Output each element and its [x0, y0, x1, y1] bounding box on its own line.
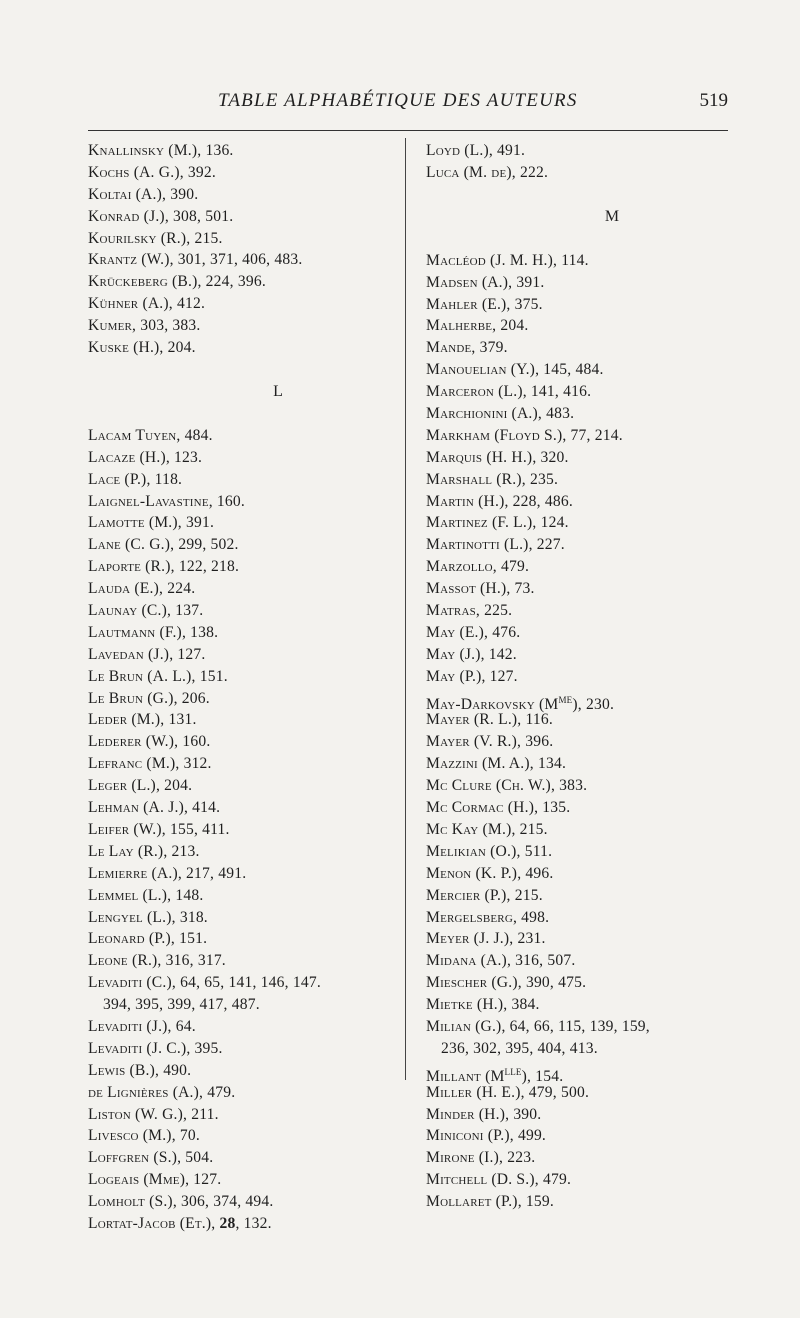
index-entry: Mayer (R. L.), 116.: [426, 711, 554, 729]
index-entry: Kühner (A.), 412.: [88, 295, 206, 313]
section-letter-l: L: [273, 382, 283, 400]
index-entry: Minder (H.), 390.: [426, 1105, 542, 1123]
index-entry: May (P.), 127.: [426, 667, 518, 685]
index-entry: Marchionini (A.), 483.: [426, 405, 575, 423]
entry-name: Millant (M: [426, 1067, 505, 1085]
index-entry: Martin (H.), 228, 486.: [426, 492, 573, 510]
index-entry: Marceron (L.), 141, 416.: [426, 383, 592, 401]
entry-name: Lortat-Jacob (Et.),: [88, 1214, 220, 1232]
index-entry: Loyd (L.), 491.: [426, 142, 526, 159]
index-entry: [426, 1060, 798, 1085]
index-entry: Macléod (J. M. H.), 114.: [426, 251, 589, 269]
index-entry: Lefranc (M.), 312.: [88, 755, 212, 773]
index-entry: Liston (W. G.), 211.: [88, 1105, 219, 1123]
index-entry: Miniconi (P.), 499.: [426, 1127, 547, 1145]
index-entry: Laporte (R.), 122, 218.: [88, 558, 240, 576]
index-entry: Lauda (E.), 224.: [88, 580, 196, 598]
index-entry: [88, 1213, 468, 1235]
index-entry: Kuske (H.), 204.: [88, 339, 196, 357]
index-entry: Lemmel (L.), 148.: [88, 886, 204, 904]
index-entry: Madsen (A.), 391.: [426, 273, 545, 291]
index-entry: Krückeberg (B.), 224, 396.: [88, 273, 266, 291]
index-entry: Massot (H.), 73.: [426, 580, 535, 598]
index-entry: Lengyel (L.), 318.: [88, 908, 208, 926]
index-entry: Lavedan (J.), 127.: [88, 645, 206, 663]
index-entry: Lamotte (M.), 391.: [88, 514, 215, 532]
index-entry: Le Lay (R.), 213.: [88, 842, 200, 860]
entry-superscript: lle: [504, 1062, 522, 1078]
section-spacer: [426, 228, 798, 250]
left-column: [88, 140, 468, 1235]
index-entry: Mitchell (D. S.), 479.: [426, 1171, 572, 1189]
index-entry: Mercier (P.), 215.: [426, 886, 543, 904]
index-entry: Mayer (V. R.), 396.: [426, 733, 554, 751]
index-entry: Melikian (O.), 511.: [426, 842, 553, 860]
index-entry: May (J.), 142.: [426, 645, 517, 663]
index-entry: Koltai (A.), 390.: [88, 185, 199, 203]
index-entry: Marquis (H. H.), 320.: [426, 448, 569, 466]
section-letter-m: M: [604, 207, 620, 225]
index-entry: Milian (G.), 64, 66, 115, 139, 159,: [426, 1017, 650, 1035]
index-entry: Menon (K. P.), 496.: [426, 864, 554, 882]
index-entry: Loffgren (S.), 504.: [88, 1149, 214, 1167]
index-entry: Krantz (W.), 301, 371, 406, 483.: [88, 251, 303, 269]
index-entry: Leonard (P.), 151.: [88, 930, 208, 948]
right-column: [426, 140, 798, 1213]
index-entry: Mahler (E.), 375.: [426, 295, 543, 313]
index-entry: Meyer (J. J.), 231.: [426, 930, 546, 948]
index-entry: Mande, 379.: [426, 339, 508, 357]
index-entry: de Lignières (A.), 479.: [88, 1083, 236, 1101]
index-entry: Levaditi (J. C.), 395.: [88, 1039, 223, 1057]
entry-superscript: me: [558, 690, 573, 706]
entry-bold-ref: 28: [219, 1214, 236, 1232]
running-head: [88, 90, 728, 114]
index-entry: Kumer, 303, 383.: [88, 317, 201, 335]
index-entry: Lace (P.), 118.: [88, 470, 183, 488]
index-entry-continuation: 236, 302, 395, 404, 413.: [441, 1039, 598, 1057]
index-entry: Mirone (I.), 223.: [426, 1149, 536, 1167]
index-entry: May (E.), 476.: [426, 623, 521, 641]
index-entry: Launay (C.), 137.: [88, 602, 204, 620]
index-entry: Livesco (M.), 70.: [88, 1127, 200, 1145]
index-entry: Lehman (A. J.), 414.: [88, 799, 221, 817]
index-entry: Leder (M.), 131.: [88, 711, 197, 729]
index-entry: Martinez (F. L.), 124.: [426, 514, 569, 532]
l-entries: [88, 425, 468, 1235]
entry-rest: ), 230.: [572, 695, 615, 713]
index-entry: Midana (A.), 316, 507.: [426, 952, 576, 970]
index-entry: Matras, 225.: [426, 602, 513, 620]
index-entry: Kourilsky (R.), 215.: [88, 229, 223, 247]
index-entry: Levaditi (C.), 64, 65, 141, 146, 147.: [88, 974, 321, 992]
index-entry: Miller (H. E.), 479, 500.: [426, 1083, 590, 1101]
index-entry: Martinotti (L.), 227.: [426, 536, 565, 554]
index-entry: Knallinsky (M.), 136.: [88, 142, 234, 159]
entry-rest: ), 154.: [521, 1067, 564, 1085]
index-entry: Leger (L.), 204.: [88, 777, 193, 795]
index-entry: Mc Cormac (H.), 135.: [426, 799, 571, 817]
section-spacer: [88, 403, 468, 425]
entry-rest: , 132.: [235, 1214, 272, 1232]
index-entry: Konrad (J.), 308, 501.: [88, 207, 234, 225]
index-entry: Levaditi (J.), 64.: [88, 1017, 196, 1035]
index-entry-continuation: 394, 395, 399, 417, 487.: [103, 996, 260, 1014]
section-spacer: [426, 184, 798, 206]
index-entry: Lacaze (H.), 123.: [88, 448, 203, 466]
index-entry: Malherbe, 204.: [426, 317, 529, 335]
running-title: TABLE ALPHABÉTIQUE DES AUTEURS: [218, 90, 578, 111]
index-entry: Mietke (H.), 384.: [426, 996, 540, 1014]
index-entry: Lewis (B.), 490.: [88, 1061, 192, 1079]
index-entry: Mazzini (M. A.), 134.: [426, 755, 567, 773]
index-entry: Mergelsberg, 498.: [426, 908, 550, 926]
section-spacer: [88, 359, 468, 381]
index-entry: Marshall (R.), 235.: [426, 470, 559, 488]
index-entry: Lederer (W.), 160.: [88, 733, 211, 751]
index-entry: Mollaret (P.), 159.: [426, 1193, 554, 1211]
index-entry: Manouelian (Y.), 145, 484.: [426, 361, 604, 379]
index-entry: Mc Clure (Ch. W.), 383.: [426, 777, 588, 795]
index-entry: Laignel-Lavastine, 160.: [88, 492, 246, 510]
index-entry: Lane (C. G.), 299, 502.: [88, 536, 239, 554]
index-entry: Lomholt (S.), 306, 374, 494.: [88, 1193, 274, 1211]
k-entries: [88, 140, 468, 359]
index-entry: Leone (R.), 316, 317.: [88, 952, 226, 970]
index-entry: Logeais (Mme), 127.: [88, 1171, 222, 1189]
index-entry: Leifer (W.), 155, 411.: [88, 820, 230, 838]
index-entry: Markham (Floyd S.), 77, 214.: [426, 426, 623, 444]
entry-name: May-Darkovsky (M: [426, 695, 559, 713]
index-entry: Lautmann (F.), 138.: [88, 623, 219, 641]
index-entry: Marzollo, 479.: [426, 558, 530, 576]
index-entry: Kochs (A. G.), 392.: [88, 163, 216, 181]
index-entry: Lemierre (A.), 217, 491.: [88, 864, 247, 882]
index-entry: Mc Kay (M.), 215.: [426, 820, 548, 838]
index-entry: Luca (M. de), 222.: [426, 163, 549, 181]
index-entry: [426, 688, 798, 713]
index-entry: Miescher (G.), 390, 475.: [426, 974, 587, 992]
page-number: 519: [699, 90, 728, 111]
index-entry: Le Brun (G.), 206.: [88, 689, 210, 707]
header-rule: [88, 130, 728, 131]
index-entry: Le Brun (A. L.), 151.: [88, 667, 228, 685]
index-entry: Lacam Tuyen, 484.: [88, 426, 213, 444]
